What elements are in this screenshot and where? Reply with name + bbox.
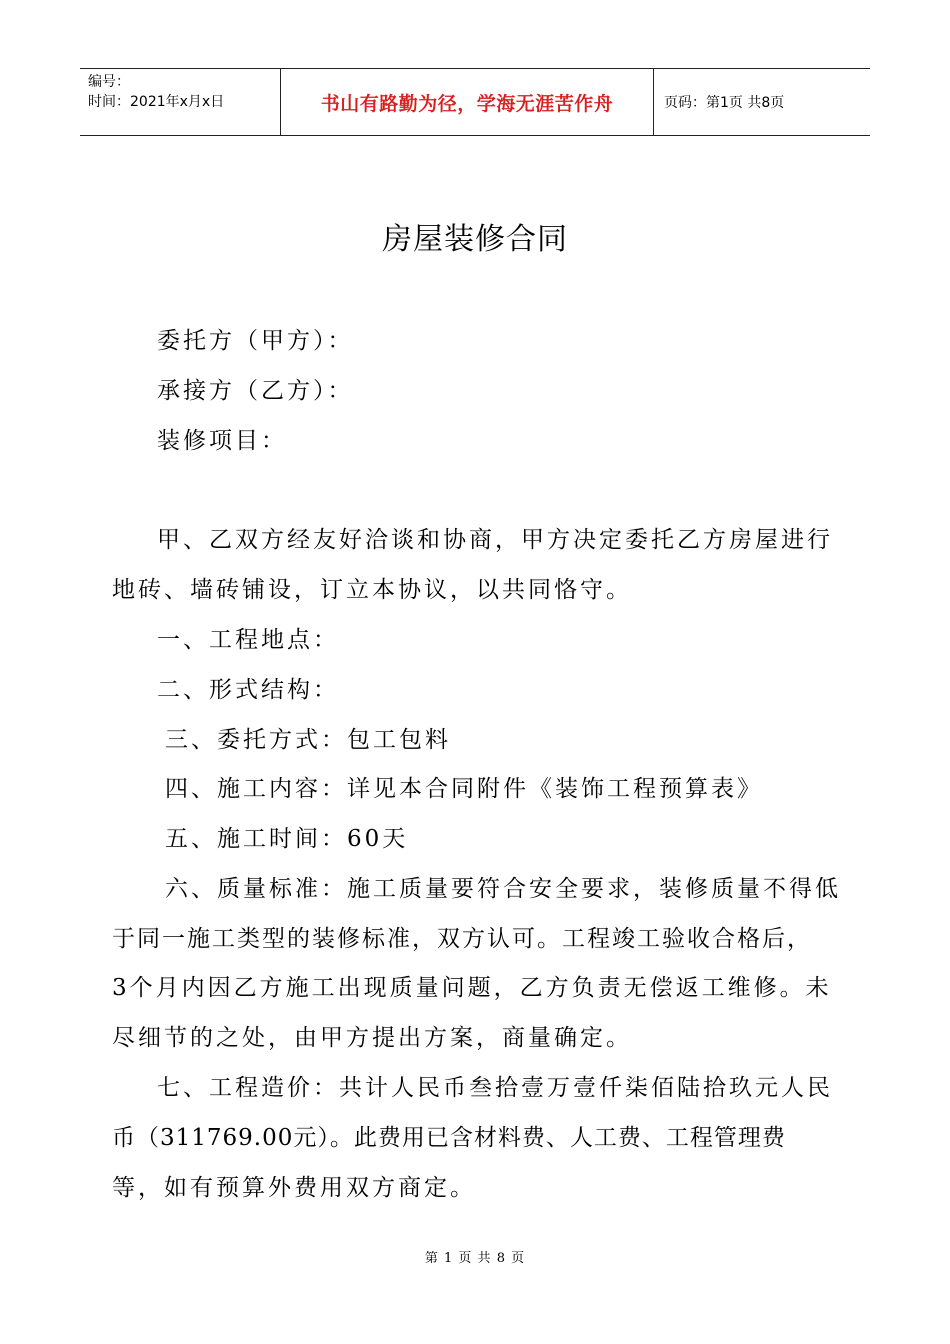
clause-7-line-3: 等，如有预算外费用双方商定。	[112, 1175, 476, 1201]
clause-6-line-3: 3个月内因乙方施工出现质量问题，乙方负责无偿返工维修。未	[112, 975, 832, 1001]
clause-7-line-1: 七、工程造价：共计人民币叁拾壹万壹仟柒佰陆拾玖元人民	[157, 1075, 833, 1101]
party-b-line: 承接方（乙方）：	[157, 378, 354, 404]
header-page-info: 页码：第1页 共8页	[664, 95, 785, 111]
clause-4: 四、施工内容：详见本合同附件《装饰工程预算表》	[165, 776, 763, 802]
time-label: 时间：2021年x月x日	[88, 94, 225, 110]
clause-7-line-2: 币（311769.00元）。此费用已含材料费、人工费、工程管理费	[112, 1125, 786, 1151]
clause-6-line-2: 于同一施工类型的装修标准，双方认可。工程竣工验收合格后，	[112, 926, 812, 952]
page-title: 房屋装修合同	[382, 222, 568, 257]
clause-3: 三、委托方式：包工包料	[165, 727, 451, 753]
header-meta	[80, 69, 281, 135]
project-line: 装修项目：	[157, 428, 287, 454]
code-label: 编号：	[88, 74, 130, 90]
header-page-cell	[654, 69, 870, 135]
clause-1: 一、工程地点：	[157, 627, 339, 653]
header-motto-cell	[281, 69, 654, 135]
intro-line-2: 地砖、墙砖铺设，订立本协议，以共同恪守。	[112, 577, 632, 603]
clause-2: 二、形式结构：	[157, 677, 339, 703]
clause-6-line-4: 尽细节的之处，由甲方提出方案，商量确定。	[112, 1025, 632, 1051]
clause-5: 五、施工时间：60天	[165, 826, 409, 852]
party-a-line: 委托方（甲方）：	[157, 328, 354, 354]
clause-6-line-1: 六、质量标准：施工质量要符合安全要求，装修质量不得低	[165, 876, 841, 902]
page-header	[80, 68, 870, 136]
page-footer: 第 1 页 共 8 页	[424, 1251, 526, 1266]
header-motto: 书山有路勤为径，学海无涯苦作舟	[320, 92, 614, 115]
intro-line-1: 甲、乙双方经友好洽谈和协商，甲方决定委托乙方房屋进行	[157, 527, 833, 553]
